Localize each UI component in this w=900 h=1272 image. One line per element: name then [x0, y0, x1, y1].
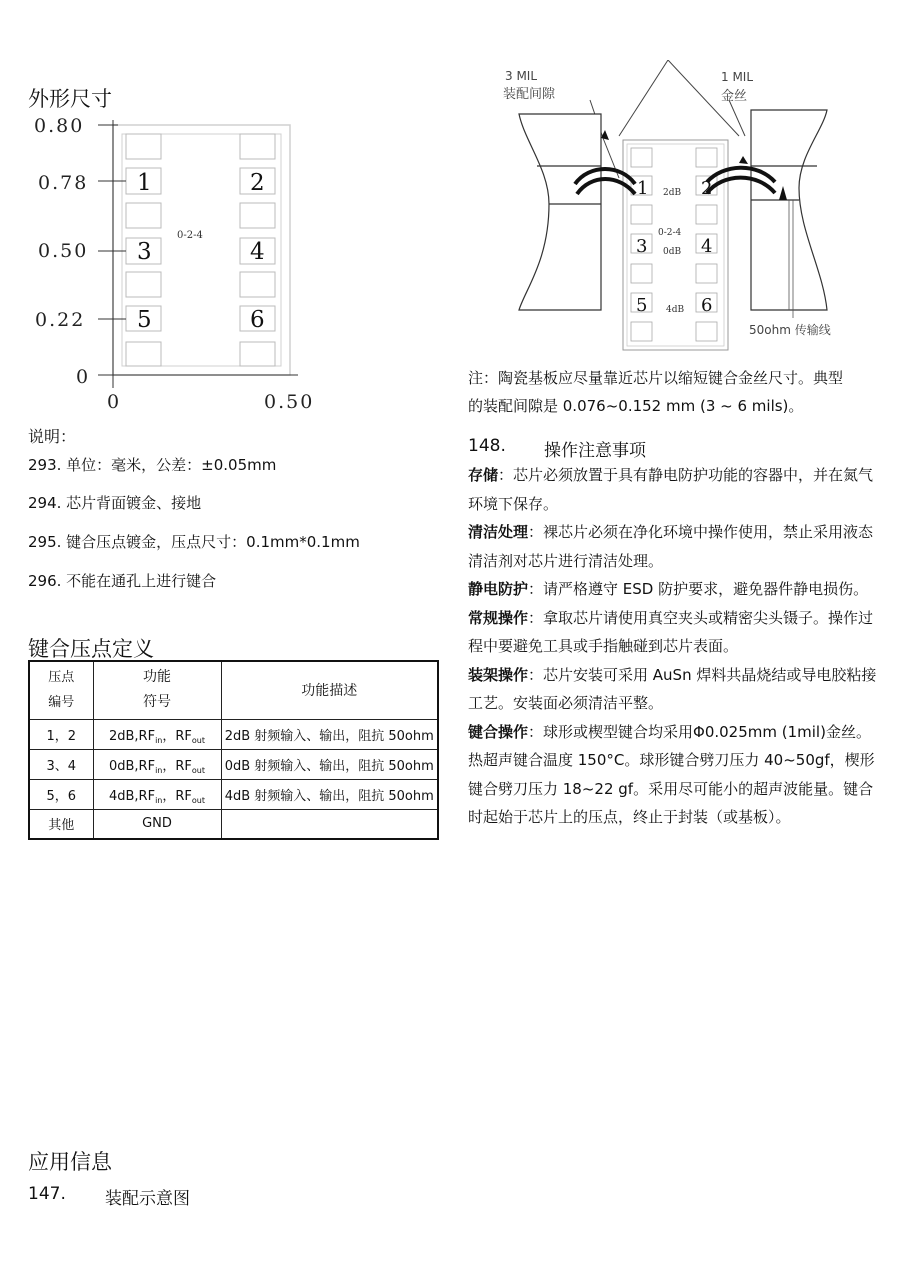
note-item: 294. 芯片背面镀金、接地 [28, 494, 202, 512]
ops-title: 操作注意事项 [544, 441, 646, 461]
cell-symbol: $2dB,RF_{in}$，$RF_{out}$ [93, 719, 221, 749]
x-tick-label: 0 [107, 391, 120, 413]
x-tick-label: 0.50 [264, 391, 315, 413]
pad-number: 4 [250, 239, 265, 265]
y-tick-label: 0 [76, 366, 89, 388]
cell-symbol: $0dB,RF_{in}$，$RF_{out}$ [93, 749, 221, 779]
pad-number: 3 [636, 236, 648, 257]
note-item: 296. 不能在通孔上进行键合 [28, 572, 217, 590]
table-row [29, 809, 438, 839]
cell-desc: 2dB 射频输入、输出，阻抗 50ohm [221, 719, 438, 749]
header-pad-line1: 压点 [48, 670, 75, 686]
pad-number: 2 [701, 178, 713, 199]
y-tick-label: 0.80 [34, 115, 85, 137]
pad-number: 2 [250, 170, 265, 196]
pad-number: 6 [250, 307, 265, 333]
pad-def-table [28, 660, 439, 840]
table-row [29, 719, 438, 749]
note-item: 293. 单位：毫米，公差：±0.05mm [28, 456, 277, 474]
header-func-line1: 功能 [143, 669, 171, 686]
assembly-note-line1: 注：陶瓷基板应尽量靠近芯片以缩短键合金丝尺寸。典型 [468, 369, 844, 387]
line-label: 50ohm 传输线 [749, 323, 831, 337]
outline-drawing [28, 110, 328, 415]
pad-number: 4 [701, 236, 713, 257]
cell-pad: 5，6 [29, 779, 93, 809]
pad-number: 6 [701, 295, 713, 316]
cell-pad: 其他 [29, 809, 93, 839]
pad-number: 1 [137, 170, 152, 196]
wire-label-1: 1 MIL [721, 70, 754, 84]
left-substrate [519, 114, 601, 310]
app-title: 应用信息 [28, 1150, 112, 1174]
assembly-note-line2: 的装配间隙是 0.076~0.152 mm (3 ~ 6 mils)。 [468, 397, 804, 415]
cell-desc: 0dB 射频输入、输出，阻抗 50ohm [221, 749, 438, 779]
ops-item-general: 常规操作：拿取芯片请使用真空夹头或精密尖头镊子。操作过程中要避免工具或手指触碰到芯片表面。 [468, 608, 874, 655]
notes-heading: 说明： [28, 427, 77, 446]
ops-list [468, 461, 878, 832]
ops-item-storage: 存储：芯片必须放置于具有静电防护功能的容器中，并在氮气环境下保存。 [468, 466, 874, 513]
cell-pad: 1，2 [29, 719, 93, 749]
note-item: 295. 键合压点镀金，压点尺寸：0.1mm*0.1mm [28, 533, 360, 551]
header-pad-line2: 编号 [48, 695, 75, 711]
pad-number: 1 [637, 178, 649, 199]
outline-title: 外形尺寸 [28, 87, 112, 111]
chip-text: 0dB [663, 247, 682, 257]
cell-desc: 4dB 射频输入、输出，阻抗 50ohm [221, 779, 438, 809]
pad-number: 3 [137, 239, 152, 265]
header-pad [29, 661, 93, 719]
chip-text: 0-2-4 [658, 228, 682, 238]
table-row [29, 749, 438, 779]
header-desc: 功能描述 [221, 661, 438, 719]
header-func [93, 661, 221, 719]
y-tick-label: 0.78 [38, 172, 89, 194]
ops-item-mounting: 装架操作：芯片安装可采用 AuSn 焊料共晶烧结或导电胶粘接工艺。安装面必须清洁平整。 [468, 665, 877, 712]
gap-label-2: 装配间隙 [503, 87, 556, 102]
cell-symbol: GND [93, 809, 221, 839]
app-sub-title: 装配示意图 [105, 1189, 190, 1209]
ops-item-bonding: 键合操作：球形或楔型键合均采用Φ0.025mm (1mil)金丝。热超声键合温度 150°C。球形键合劈刀压力 40~50gf，楔形键合劈刀压力 18~22 gf。采用尽可能小的超声波能量。键合时起始于芯片上的压点，终止于封装（或基板）。 [468, 722, 875, 826]
gap-label-1: 3 MIL [505, 69, 538, 83]
ops-item-cleaning: 清洁处理：裸芯片必须在净化环境中操作使用，禁止采用液态清洁剂对芯片进行清洁处理。 [468, 523, 874, 570]
pad-number: 5 [636, 295, 648, 316]
cell-symbol: $4dB,RF_{in}$，$RF_{out}$ [93, 779, 221, 809]
cell-desc [221, 809, 438, 839]
wire-label-2: 金丝 [721, 89, 748, 104]
pad-number: 5 [137, 307, 152, 333]
header-func-line2: 符号 [143, 694, 171, 711]
chip-label: 0-2-4 [177, 230, 203, 241]
pad-def-title: 键合压点定义 [28, 637, 154, 661]
ops-item-esd: 静电防护：请严格遵守 ESD 防护要求，避免器件静电损伤。 [468, 580, 869, 598]
assembly-diagram [497, 60, 897, 360]
chip-text: 4dB [666, 305, 685, 315]
y-tick-label: 0.22 [35, 309, 86, 331]
y-tick-label: 0.50 [38, 240, 89, 262]
table-row [29, 779, 438, 809]
cell-pad: 3、4 [29, 749, 93, 779]
app-sub-number: 147. [28, 1184, 66, 1204]
ops-number: 148. [468, 436, 506, 456]
chip-text: 2dB [663, 188, 682, 198]
